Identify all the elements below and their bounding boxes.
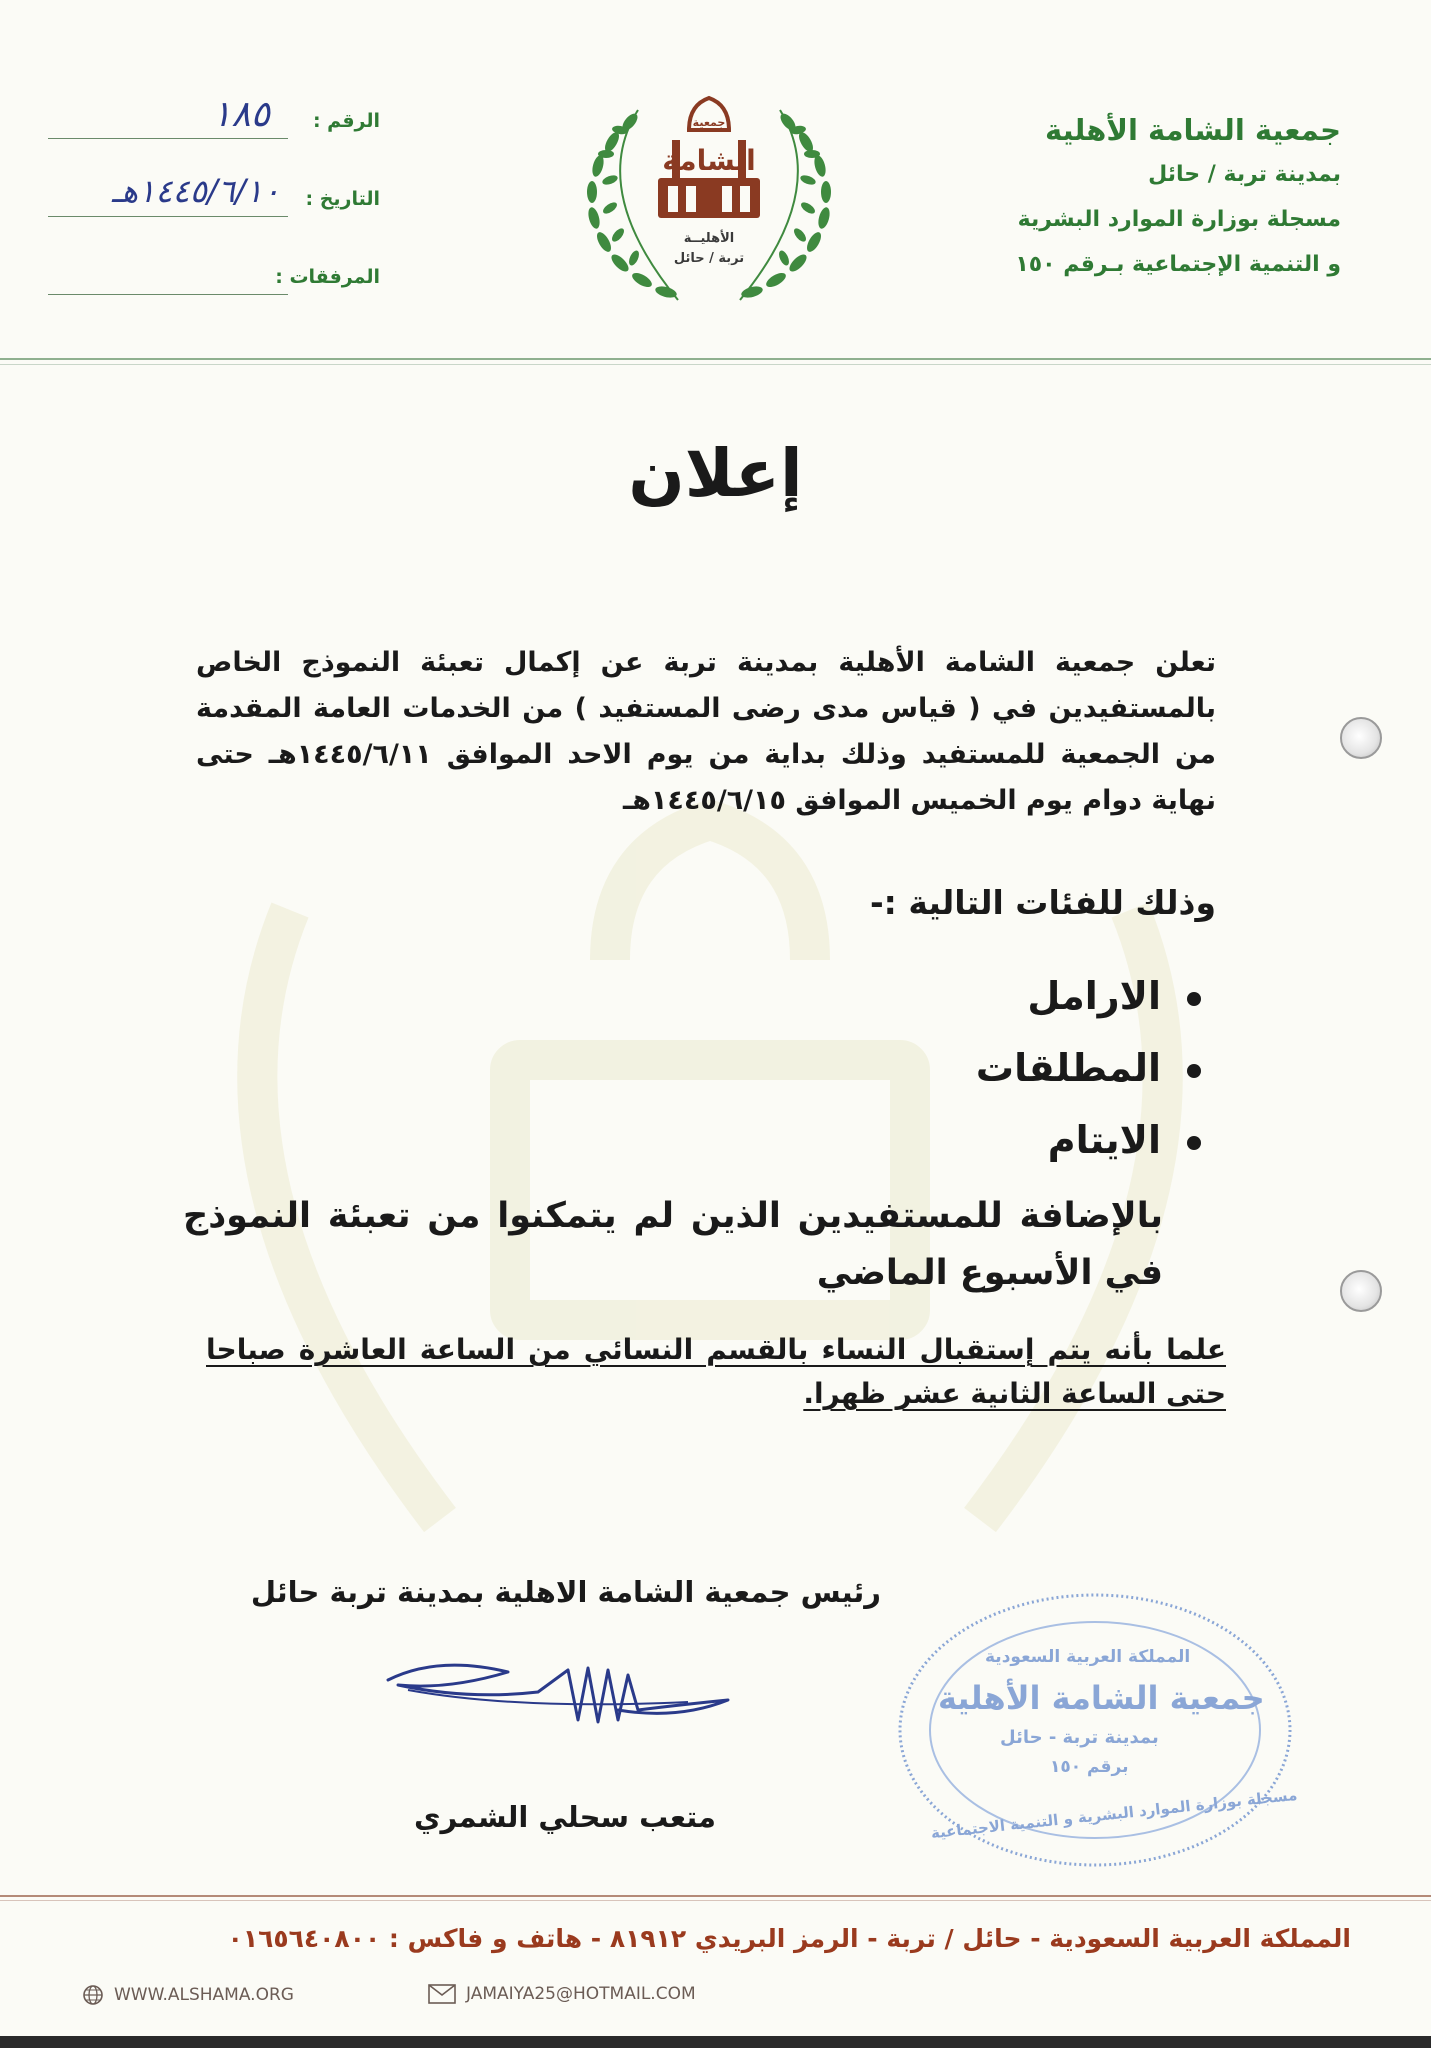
- email-contact: [428, 1984, 696, 2004]
- stamp-line-4: برقم ١٥٠: [1050, 1757, 1129, 1777]
- reference-date-row: [40, 172, 380, 256]
- categories-list: [976, 960, 1201, 1176]
- announcement-title: إعلان: [628, 435, 803, 512]
- reference-block: [40, 94, 380, 334]
- attachments-rule: [48, 294, 288, 295]
- number-rule: [48, 138, 288, 139]
- announcement-body: تعلن جمعية الشامة الأهلية بمدينة تربة عن إكمال تعبئة النموذج الخاص بالمستفيدين في ( قياس مدى رضى المستفيد ) من الخدمات العامة المقدمة من الجمعية للمستفيد وذلك بداية من يوم الاحد الموافق ١٤٤٥/٦/١١هـ حتى نهاية دوام يوم الخميس الموافق ١٤٤٥/٦/١٥هـ: [196, 647, 1216, 816]
- signer-title: رئيس جمعية الشامة الاهلية بمدينة تربة حائل: [250, 1575, 881, 1609]
- number-value: ١٨٥: [211, 94, 270, 135]
- stamp-ring-text: مسجلة بوزارة الموارد البشرية و التنمية الاجتماعية: [930, 1785, 1299, 1843]
- punch-hole-top: [1340, 717, 1382, 759]
- page-bottom-edge: [0, 2036, 1431, 2048]
- website-text: WWW.ALSHAMA.ORG: [114, 1985, 294, 2005]
- stamp-line-2: جمعية الشامة الأهلية: [938, 1679, 1265, 1717]
- reference-attachments-row: [40, 256, 380, 334]
- reference-number-row: [40, 94, 380, 178]
- number-label: الرقم :: [312, 110, 380, 132]
- footer-divider: [0, 1895, 1431, 1897]
- logo-top-text: جمعية: [692, 116, 726, 129]
- signer-name: متعب سحلي الشمري: [413, 1800, 716, 1834]
- date-value: ١٤٤٥/٦/١٠هـ: [111, 172, 280, 210]
- header-divider: [0, 358, 1431, 360]
- globe-icon: [82, 1984, 104, 2006]
- logo-main-text: الشامة: [662, 144, 756, 177]
- categories-intro: وذلك للفئات التالية :-: [869, 883, 1216, 922]
- org-city: بمدينة تربة / حائل: [1148, 162, 1341, 187]
- list-item: المطلقات: [976, 1032, 1201, 1104]
- official-stamp: [890, 1585, 1300, 1875]
- org-logo: [568, 70, 850, 320]
- punch-hole-bottom: [1340, 1270, 1382, 1312]
- footer-address: المملكة العربية السعودية - حائل / تربة - الرمز البريدي ٨١٩١٢ - هاتف و فاكس : ٠١٦٥٦٤٠٨٠٠: [227, 1924, 1351, 1953]
- addition-text: بالإضافة للمستفيدين الذين لم يتمكنوا من تعبئة النموذج في الأسبوع الماضي: [183, 1196, 1163, 1293]
- org-name: جمعية الشامة الأهلية: [1044, 113, 1341, 147]
- email-text: JAMAIYA25@HOTMAIL.COM: [466, 1984, 696, 2004]
- logo-sub-text-1: الأهليــة: [683, 231, 735, 246]
- list-item: الارامل: [976, 960, 1201, 1032]
- attachments-label: المرفقات :: [275, 266, 380, 288]
- stamp-line-1: المملكة العربية السعودية: [985, 1647, 1191, 1667]
- list-item: الايتام: [976, 1104, 1201, 1176]
- date-rule: [48, 216, 288, 217]
- stamp-line-3: بمدينة تربة - حائل: [1000, 1727, 1159, 1748]
- organization-header: [921, 108, 1341, 287]
- footer-divider-thin: [0, 1900, 1431, 1901]
- women-section-note: علما بأنه يتم إستقبال النساء بالقسم النسائي من الساعة العاشرة صباحا حتى الساعة الثانية عشر ظهرا.: [206, 1333, 1226, 1410]
- website-contact: [82, 1984, 294, 2006]
- date-label: التاريخ :: [305, 188, 380, 210]
- envelope-icon: [428, 1984, 456, 2004]
- org-registration-2: و التنمية الإجتماعية بـرقم ١٥٠: [1015, 252, 1341, 277]
- org-registration-1: مسجلة بوزارة الموارد البشرية: [1017, 207, 1341, 232]
- logo-sub-text-2: تربة / حائل: [673, 251, 745, 266]
- handwritten-signature: [378, 1650, 738, 1745]
- header-divider-thin: [0, 364, 1431, 365]
